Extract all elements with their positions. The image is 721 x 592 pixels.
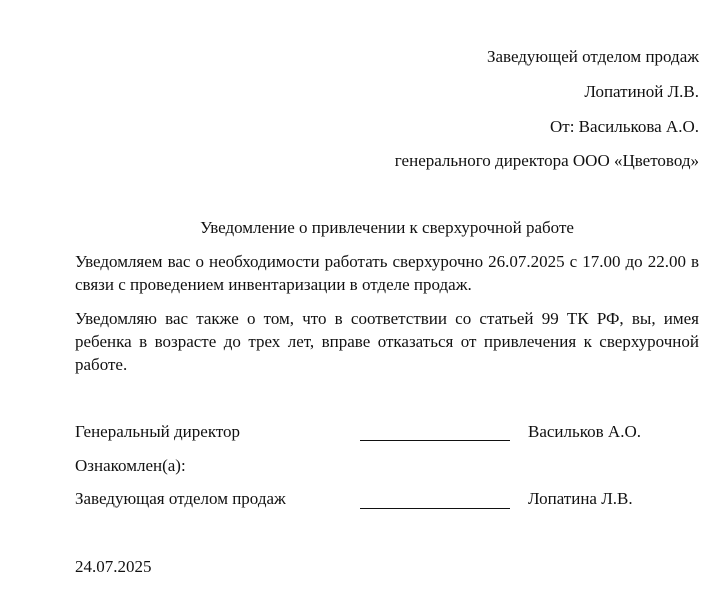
sender-position: генерального директора ООО «Цветовод» xyxy=(394,151,699,170)
body-paragraph-1: Уведомляем вас о необходимости работать сверхурочно 26.07.2025 с 17.00 до 22.00 в связи с проведением инвентаризации в отделе продаж. xyxy=(75,252,699,294)
addressee-position: Заведующей отделом продаж xyxy=(486,47,699,66)
addressee-name: Лопатиной Л.В. xyxy=(584,82,699,101)
director-signature-line xyxy=(360,440,510,441)
manager-label: Заведующая отделом продаж xyxy=(75,489,286,508)
document-title: Уведомление о привлечении к сверхурочной работе xyxy=(200,218,574,237)
manager-name: Лопатина Л.В. xyxy=(528,489,633,508)
director-name: Васильков А.О. xyxy=(528,422,641,441)
director-label: Генеральный директор xyxy=(75,422,241,441)
document-date: 24.07.2025 xyxy=(75,557,152,576)
acknowledged-label: Ознакомлен(а): xyxy=(75,456,186,475)
body-paragraph-2: Уведомляю вас также о том, что в соответствии со статьей 99 ТК РФ, вы, имея ребенка в возрасте до трех лет, вправе отказаться от привлечения к сверхурочной работе. xyxy=(75,309,699,374)
manager-signature-line xyxy=(360,508,510,509)
sender-name: От: Василькова А.О. xyxy=(550,117,699,136)
